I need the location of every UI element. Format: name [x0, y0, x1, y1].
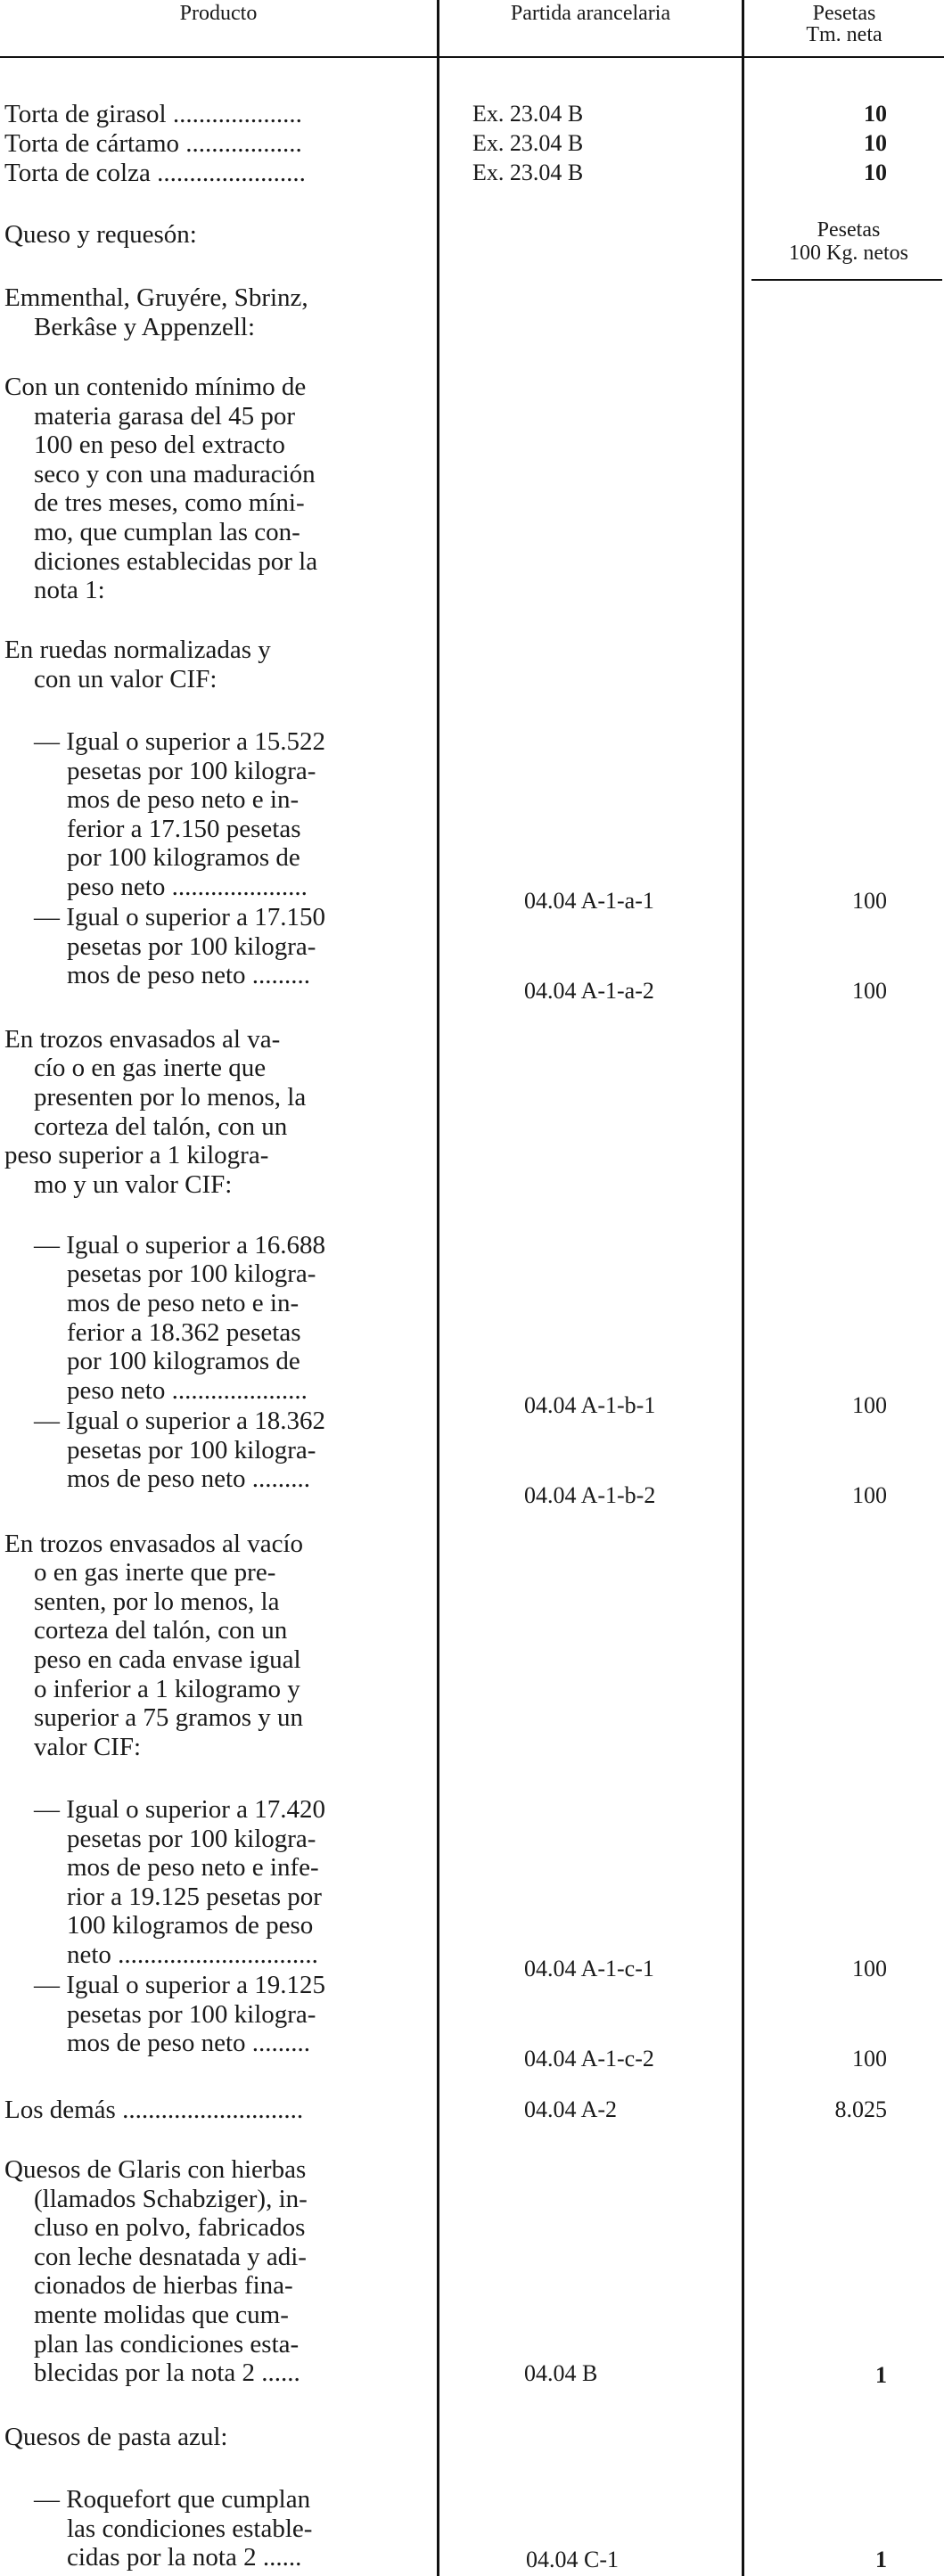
header-tariff: Partida arancelaria: [510, 2, 671, 25]
contenido-line: Con un contenido mínimo de: [4, 373, 307, 401]
contenido-line: 100 en peso del extracto: [34, 431, 285, 459]
item-line: las condiciones estable-: [67, 2514, 313, 2543]
row-girasol-text: Torta de girasol ....................: [4, 100, 302, 128]
glaris-line: mente molidas que cum-: [34, 2301, 289, 2329]
subunit-rule: [751, 279, 942, 281]
item-line: peso neto .....................: [67, 1376, 308, 1405]
row-girasol-code: Ex. 23.04 B: [472, 101, 584, 127]
trozos1-line: presenten por lo menos, la: [34, 1083, 307, 1112]
emmenthal-line: Emmenthal, Gruyére, Sbrinz,: [4, 283, 308, 312]
row-colza-value: 10: [864, 160, 887, 185]
row-cartamo-text: Torta de cártamo ..................: [4, 129, 302, 158]
header-rule: [0, 56, 944, 58]
item-line: mos de peso neto e in-: [67, 1289, 300, 1317]
trozos2-line: o inferior a 1 kilogramo y: [34, 1675, 300, 1703]
trozos1-item1-code: 04.04 A-1-b-1: [524, 1392, 656, 1418]
item-line: pesetas por 100 kilogra-: [67, 1259, 316, 1288]
trozos2-item2-value: 100: [852, 2046, 887, 2071]
item-line: — Roquefort que cumplan: [34, 2485, 311, 2514]
glaris-code: 04.04 B: [524, 2360, 598, 2386]
trozos1-line: mo y un valor CIF:: [34, 1170, 233, 1199]
ruedas-item2-value: 100: [852, 978, 887, 1004]
subunit-line2: 100 Kg. netos: [789, 242, 908, 265]
item-line: peso neto .....................: [67, 873, 308, 901]
item-line: pesetas por 100 kilogra-: [67, 2000, 316, 2029]
item-line: — Igual o superior a 16.688: [34, 1231, 325, 1259]
item-line: por 100 kilogramos de: [67, 843, 300, 872]
trozos2-line: o en gas inerte que pre-: [34, 1558, 276, 1587]
trozos1-item2-code: 04.04 A-1-b-2: [524, 1482, 656, 1508]
contenido-line: seco y con una maduración: [34, 460, 316, 488]
row-cartamo-value: 10: [864, 130, 887, 156]
item-line: ferior a 18.362 pesetas: [67, 1318, 301, 1347]
trozos2-line: valor CIF:: [34, 1733, 142, 1761]
demas-code: 04.04 A-2: [524, 2096, 617, 2122]
item-line: — Igual o superior a 18.362: [34, 1407, 325, 1435]
item-line: mos de peso neto .........: [67, 961, 311, 989]
contenido-line: materia garasa del 45 por: [34, 402, 296, 431]
trozos2-item1-value: 100: [852, 1956, 887, 1981]
ruedas-line: con un valor CIF:: [34, 665, 218, 693]
trozos1-line: En trozos envasados al va-: [4, 1025, 281, 1054]
trozos1-item1-value: 100: [852, 1392, 887, 1418]
glaris-line: con leche desnatada y adi-: [34, 2243, 307, 2271]
subunit-line1: Pesetas: [817, 218, 881, 242]
item-line: — Igual o superior a 15.522: [34, 727, 325, 756]
trozos2-line: superior a 75 gramos y un: [34, 1703, 304, 1732]
trozos1-item2-value: 100: [852, 1482, 887, 1508]
ruedas-item1-value: 100: [852, 888, 887, 914]
column-divider-1: [437, 0, 439, 2576]
item-line: cidas por la nota 2 ......: [67, 2543, 302, 2572]
item-line: pesetas por 100 kilogra-: [67, 1436, 316, 1464]
row-girasol-value: 10: [864, 101, 887, 127]
row-colza-code: Ex. 23.04 B: [472, 160, 584, 185]
item-line: mos de peso neto e infe-: [67, 1853, 319, 1882]
trozos2-item1-code: 04.04 A-1-c-1: [524, 1956, 654, 1981]
item-line: — Igual o superior a 17.150: [34, 903, 325, 931]
item-line: — Igual o superior a 17.420: [34, 1795, 325, 1824]
trozos1-line: cío o en gas inerte que: [34, 1054, 267, 1082]
item-line: ferior a 17.150 pesetas: [67, 815, 301, 843]
trozos2-line: senten, por lo menos, la: [34, 1587, 280, 1616]
header-rate-line2: Tm. neta: [806, 23, 882, 46]
ruedas-item1-code: 04.04 A-1-a-1: [524, 888, 654, 914]
glaris-line: plan las condiciones esta-: [34, 2330, 300, 2359]
glaris-line: Quesos de Glaris con hierbas: [4, 2155, 307, 2184]
contenido-line: diciones establecidas por la: [34, 547, 318, 576]
roquefort-code: 04.04 C-1: [526, 2547, 619, 2572]
item-line: mos de peso neto .........: [67, 1464, 311, 1493]
trozos2-line: corteza del talón, con un: [34, 1616, 288, 1645]
row-cartamo-code: Ex. 23.04 B: [472, 130, 584, 156]
queso-heading: Queso y requesón:: [4, 220, 197, 249]
roquefort-value: 1: [875, 2547, 887, 2572]
ruedas-line: En ruedas normalizadas y: [4, 636, 271, 664]
item-line: — Igual o superior a 19.125: [34, 1971, 325, 1999]
trozos1-line: corteza del talón, con un: [34, 1112, 288, 1141]
header-product: Producto: [179, 2, 258, 25]
demas-value: 8.025: [834, 2096, 887, 2122]
column-divider-2: [742, 0, 744, 2576]
glaris-line: (llamados Schabziger), in-: [34, 2185, 308, 2213]
trozos1-line: peso superior a 1 kilogra-: [4, 1141, 269, 1169]
item-line: pesetas por 100 kilogra-: [67, 757, 316, 785]
item-line: pesetas por 100 kilogra-: [67, 932, 316, 961]
item-line: 100 kilogramos de peso: [67, 1911, 314, 1940]
azul-heading: Quesos de pasta azul:: [4, 2423, 228, 2451]
row-colza-text: Torta de colza .......................: [4, 159, 306, 187]
trozos2-line: peso en cada envase igual: [34, 1645, 301, 1674]
ruedas-item2-code: 04.04 A-1-a-2: [524, 978, 654, 1004]
contenido-line: mo, que cumplan las con-: [34, 518, 300, 546]
emmenthal-line: Berkâse y Appenzell:: [34, 313, 256, 341]
trozos2-line: En trozos envasados al vacío: [4, 1530, 304, 1558]
trozos2-item2-code: 04.04 A-1-c-2: [524, 2046, 654, 2071]
glaris-line: blecidas por la nota 2 ......: [34, 2359, 300, 2387]
item-line: pesetas por 100 kilogra-: [67, 1825, 316, 1853]
glaris-line: cionados de hierbas fina-: [34, 2271, 293, 2300]
contenido-line: nota 1:: [34, 576, 105, 604]
item-line: rior a 19.125 pesetas por: [67, 1883, 322, 1911]
glaris-value: 1: [875, 2362, 887, 2388]
glaris-line: cluso en polvo, fabricados: [34, 2213, 306, 2242]
item-line: por 100 kilogramos de: [67, 1347, 300, 1375]
demas-text: Los demás ............................: [4, 2096, 304, 2124]
item-line: mos de peso neto .........: [67, 2029, 311, 2057]
item-line: neto ...............................: [67, 1940, 318, 1969]
contenido-line: de tres meses, como míni-: [34, 488, 305, 517]
item-line: mos de peso neto e in-: [67, 785, 300, 814]
header-rate-line1: Pesetas: [812, 2, 876, 25]
